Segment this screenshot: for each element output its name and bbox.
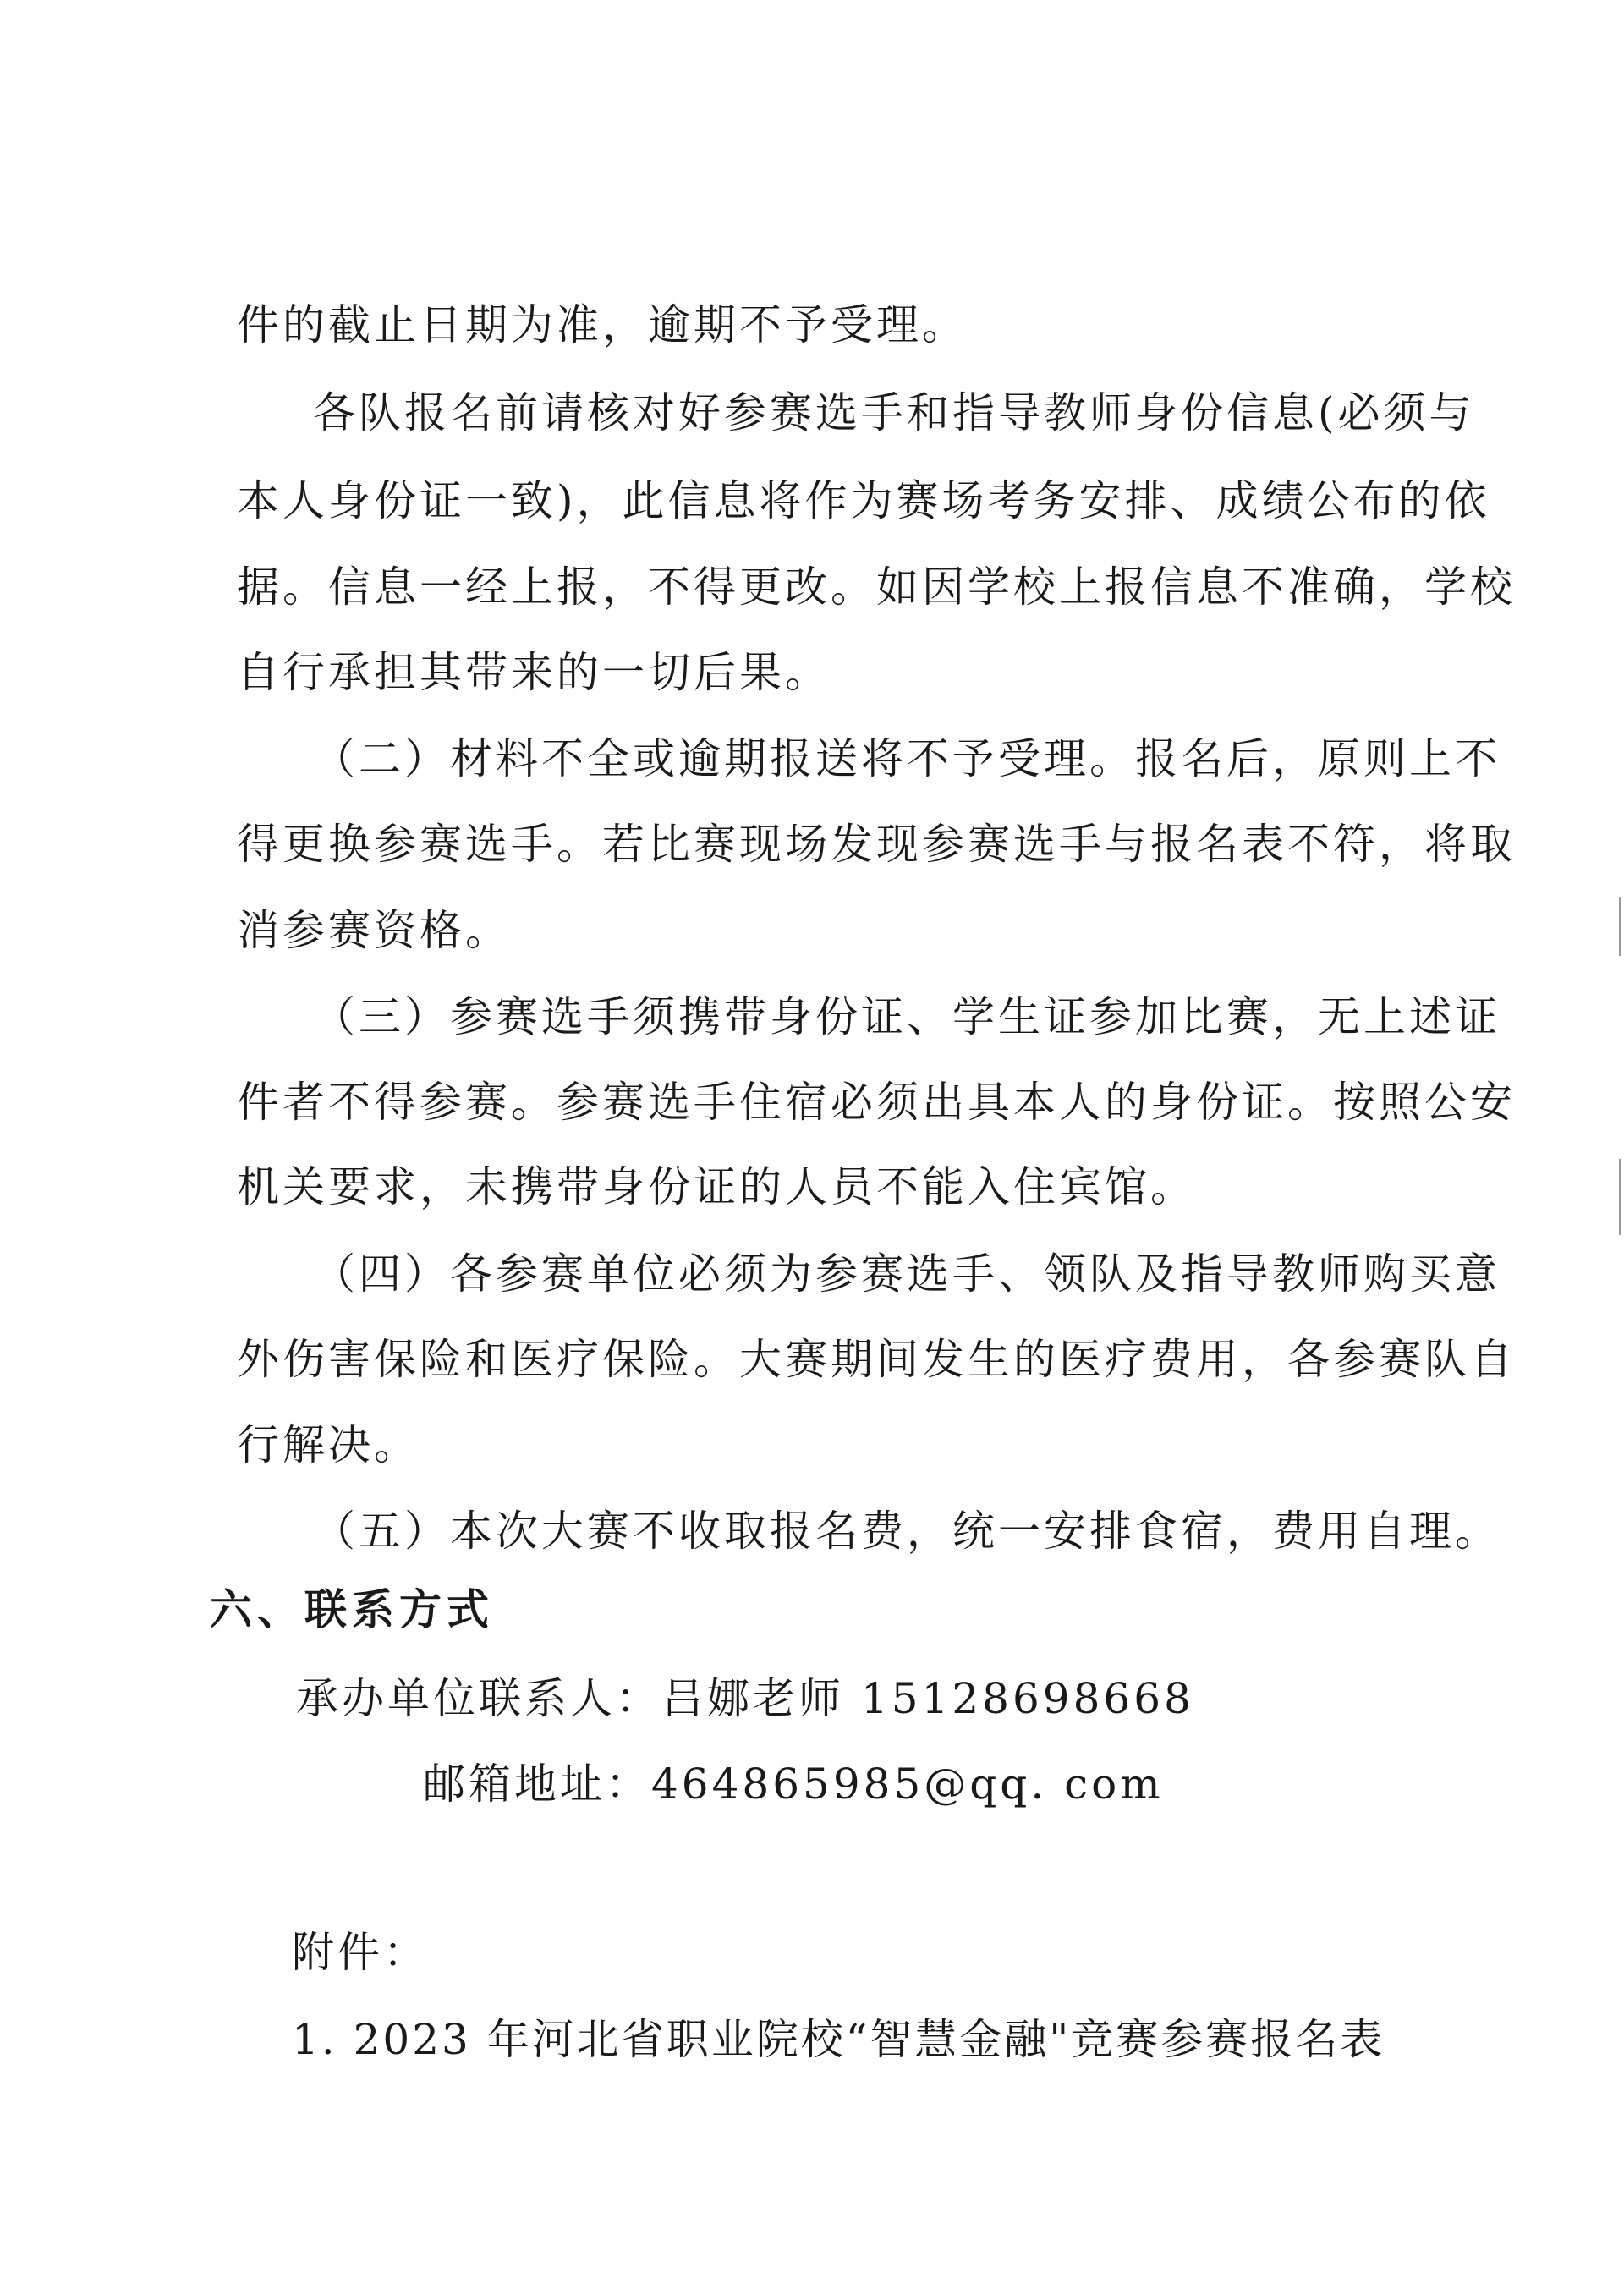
paragraph-line: 外伤害保险和医疗保险。大赛期间发生的医疗费用，各参赛队自 — [237, 1335, 1516, 1384]
paragraph-line: 机关要求，未携带身份证的人员不能入住宾馆。 — [237, 1162, 1196, 1211]
section-heading: 六、联系方式 — [210, 1585, 494, 1634]
paragraph-line: （三）参赛选手须携带身份证、学生证参加比赛，无上述证 — [313, 992, 1501, 1041]
attachments-label: 附件： — [292, 1928, 429, 1977]
attachment-item: 1. 2023 年河北省职业院校“智慧金融"竞赛参赛报名表 — [292, 2015, 1385, 2064]
paragraph-line: 各队报名前请核对好参赛选手和指导教师身份信息(必须与 — [313, 388, 1475, 437]
contact-organizer-value: 吕娜老师 15128698668 — [661, 1674, 1194, 1723]
scan-edge-mark — [1619, 1159, 1621, 1235]
scan-edge-mark — [1619, 897, 1621, 956]
paragraph-line: 件者不得参赛。参赛选手住宿必须出具本人的身份证。按照公安 — [237, 1078, 1516, 1127]
paragraph-line: （二）材料不全或逾期报送将不予受理。报名后，原则上不 — [313, 734, 1501, 783]
paragraph-line: （五）本次大赛不收取报名费，统一安排食宿，费用自理。 — [313, 1507, 1501, 1556]
contact-email-label: 邮箱地址： — [423, 1760, 651, 1809]
paragraph-line: 自行承担其带来的一切后果。 — [237, 648, 831, 697]
contact-organizer — [296, 1672, 1480, 1726]
contact-organizer-label: 承办单位联系人： — [296, 1674, 661, 1723]
paragraph-line: 件的截止日期为准，逾期不予受理。 — [237, 300, 968, 349]
contact-email — [423, 1757, 1607, 1811]
paragraph-line: 据。信息一经上报，不得更改。如因学校上报信息不准确，学校 — [237, 563, 1516, 612]
paragraph-line: 得更换参赛选手。若比赛现场发现参赛选手与报名表不符，将取 — [237, 820, 1516, 869]
paragraph-line: 消参赛资格。 — [237, 906, 511, 955]
paragraph-line: 行解决。 — [237, 1420, 420, 1469]
paragraph-line: 本人身份证一致)，此信息将作为赛场考务安排、成绩公布的依 — [237, 476, 1490, 525]
paragraph-line: （四）各参赛单位必须为参赛选手、领队及指导教师购买意 — [313, 1249, 1501, 1298]
contact-email-value: 464865985@qq. com — [651, 1760, 1164, 1809]
